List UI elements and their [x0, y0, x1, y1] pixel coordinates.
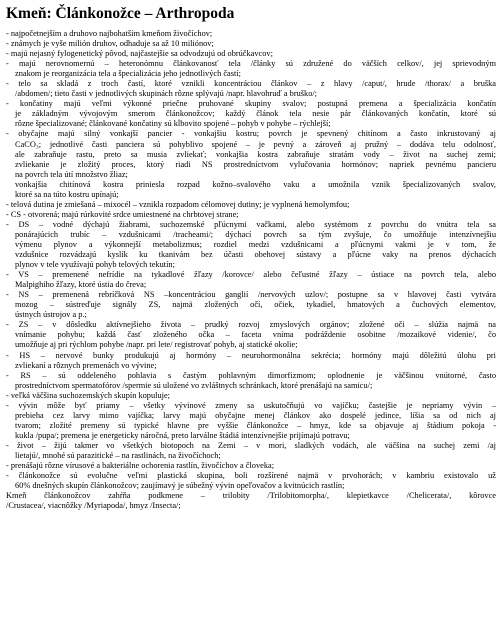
text-line: je základným vývojovým smerom článkonožcov; každý článok tela nesie pár článkovaných končatín, ktoré sú — [15, 109, 496, 119]
text-line: plynov v tele využívajú pohyb telových tekutín; — [15, 260, 175, 270]
text-line: rôzne špecializované; článkované končatiny sú kĺbovito spojené – pohyb v pohybe – rýchlejší; — [15, 119, 331, 129]
text-line: - ZS – v dôsledku aktívnejšieho života – prudký rozvoj zmyslových orgánov; zložené oči – slúžia najmä na — [6, 320, 496, 330]
text-line: - VS – premenené nefrídie na tykadlové žľazy /korovce/ alebo čeľustné žľazy – ústiace na povrch tela, alebo — [6, 270, 496, 280]
text-line: - CS - otvorená; majú rúrkovité srdce umiestnené na chrbtovej strane; — [6, 209, 239, 219]
text-line: - najpočetnejším a druhovo najbohatším kmeňom živočíchov; — [6, 29, 213, 38]
text-line: na povrch tela útí množstvo žliaz; — [15, 169, 128, 179]
text-line: /abdomen/; tieto časti v jednotlivých skupinách rôzne splývajú /napr. hlavohruď a bruško/; — [15, 89, 317, 99]
text-line: CaCO₃; jednotlivé časti panciera sú pohyblivo spojené – je pevný a zároveň aj pružný – dodáva telu odolnosť, — [15, 139, 496, 149]
text-line: - obyčajne majú silný vonkajší pancier - vonkajšiu kostru; povrch je spevnený chitínom a často inkrustovaný aj — [6, 129, 496, 139]
text-line: - život – žijú takmer vo všetkých biotopoch na Zemi – v mori, sladkých vodách, ale väčšina na suchej zemi /aj — [6, 440, 496, 450]
text-line: tvarom; zložité premeny sú typické hlavne pre vyššie článkonožce – hmyz, kde sa objavuje aj štádium pokoja - — [15, 420, 496, 430]
text-line: výmenu plynov a výkonnejší metabolizmus; rozdiel medzi vzdušnicami a pľúcnymi vakmi je v tom, že — [15, 239, 496, 249]
text-line: ponárajúcich trubíc – vzdušnicami /tracheami/; dýchací povrch sa tým zvyšuje, čo umožňuje intenzívnejšiu — [15, 229, 496, 239]
text-line: lietajú/, mnohé sú parazitické – na rastlinách, na živočíchoch; — [15, 450, 221, 460]
text-line: - veľká väčšina suchozemských skupín kopuluje; — [6, 390, 170, 400]
text-line: umožňuje aj pri rýchlom pohybe /napr. pri lete/ registrovať pohyb, aj statické okolie; — [15, 340, 298, 350]
text-line: - telo sa skladá z troch častí, ktoré vznikli koncentráciou článkov – z hlavy /caput/, hrude /thorax/ a bruška — [6, 79, 496, 89]
text-line: Malpighiho žľazy, ktoré ústia do čreva; — [15, 280, 147, 290]
text-line: vnímanie pohybu; každá časť zloženého očka – faceta vníma podráždenie osobitne /mozaikové videnie/, čo — [15, 330, 496, 340]
text-line: Kmeň článkonožcov zahŕňa podkmene – trilobity /Trilobitomorpha/, klepietkavce /Chelicerata/, kôrovce — [6, 491, 496, 501]
text-line: prostredníctvom spermatofórov /spermie sú uložené vo zvláštnych schránkach, ktoré prenášajú na samicu/; — [15, 380, 373, 390]
text-line: - článkonožce sú evolučne veľmi plastická skupina, boli rozšírené najmä v prvohorách; v kambriu existovalo už — [6, 471, 496, 481]
text-line: ktoré sa na túto kostru upínajú; — [15, 189, 119, 199]
document-body — [6, 29, 496, 511]
text-line: 60% dnešných skupín článkonožcov; zaujímavý je súbežný vývin opeľovačov a kvitnúcich rastlín; — [15, 481, 345, 491]
text-line: zvliekaní a rôznych premenách vo vývine; — [15, 360, 157, 370]
text-line: znakom je reorganizácia tela a špecializácia jeho jednotlivých častí; — [15, 69, 241, 79]
document-page — [6, 5, 496, 511]
text-line: - majú nejasný fylogenetický pôvod, najčastejšie sa odvodzujú od obrúčkavcov; — [6, 49, 273, 59]
text-line: - HS – nervové bunky produkujú aj hormóny – neurohormonálna sekrécia; hormóny majú dôležitú úlohu pri — [6, 350, 496, 360]
text-line: - vývin môže byť priamy – všetky vývinové zmeny sa uskutočňujú vo vajíčku; častejšie je nepriamy vývin – — [6, 400, 496, 410]
text-line: - NS – premenená rebríčková NS –koncentráciou ganglií /nervových uzlov/; postupne sa v hlavovej časti vytvára — [6, 290, 496, 300]
text-line: ústnych ústrojov a p.; — [15, 310, 87, 320]
text-line: vzdušnice rozvádzajú kyslík ku tkanivám bez účasti obehovej sústavy a pľúcne vaky na prenos dýchacích — [15, 250, 496, 260]
text-line: - známych je vyše milión druhov, odhaduje sa až 10 miliónov; — [6, 39, 214, 49]
text-line: - končatiny majú veľmi výkonné priečne pruhované skupiny svalov; postupná premena a špecializácia končatín — [6, 99, 496, 109]
text-line: - RS – sú oddeleného pohlavia s častým pohlavným dimorfizmom; oplodnenie je väčšinou vnútorné, často — [6, 370, 496, 380]
page-title: Kmeň: Článkonožce – Arthropoda — [6, 5, 235, 22]
text-line: mozog – sústreďuje signály ZS, najmä zložených očí, očiek, tykadiel, hmatových a čuchových elementov, — [15, 300, 496, 310]
text-line: - prenášajú rôzne vírusové a bakteriálne ochorenia rastlín, živočíchov a človeka; — [6, 461, 275, 471]
text-line: zvliekanie je zložitý proces, ktorý riadi NS prostredníctvom vylučovania hormónov; napriek pevnému pancieru — [15, 159, 496, 169]
text-line: ale zabraňuje rastu, preto sa musia zvliekať; vonkajšia kostra zabraňuje stratám vody – život na suchej zemi; — [15, 149, 496, 159]
text-line: - majú nerovnomernú – heteronómnu článkovanosť tela /články sú združené do väčších celkov/, jej sprievodným — [6, 59, 496, 69]
text-line: kukla /pupa/; premena je energeticky náročná, preto larválne štádiá intenzívnejšie prijímajú potravu; — [15, 430, 350, 440]
text-line: vonkajšia chitínová kostra priniesla rozpad kožno–svalového vaku a umožnila vznik špecializovaných svalov, — [15, 179, 496, 189]
text-line: /Crustacea/, viacnôžky /Myriapoda/, hmyz /Insecta/; — [6, 501, 181, 511]
text-line: - DS – vodné dýchajú žiabrami, suchozemské pľúcnymi vačkami, alebo systémom z povrchu do vnútra tela sa — [6, 219, 496, 229]
text-line: prebieha cez larvy mimo vajíčka; larvy majú obyčajne menej článkov ako dospelé jedince, líšia sa od nich aj — [15, 410, 496, 420]
text-line: - telová dutina je zmiešaná – mixocél – vznikla rozpadom célomovej dutiny; je vyplnená hemolymfou; — [6, 199, 350, 209]
